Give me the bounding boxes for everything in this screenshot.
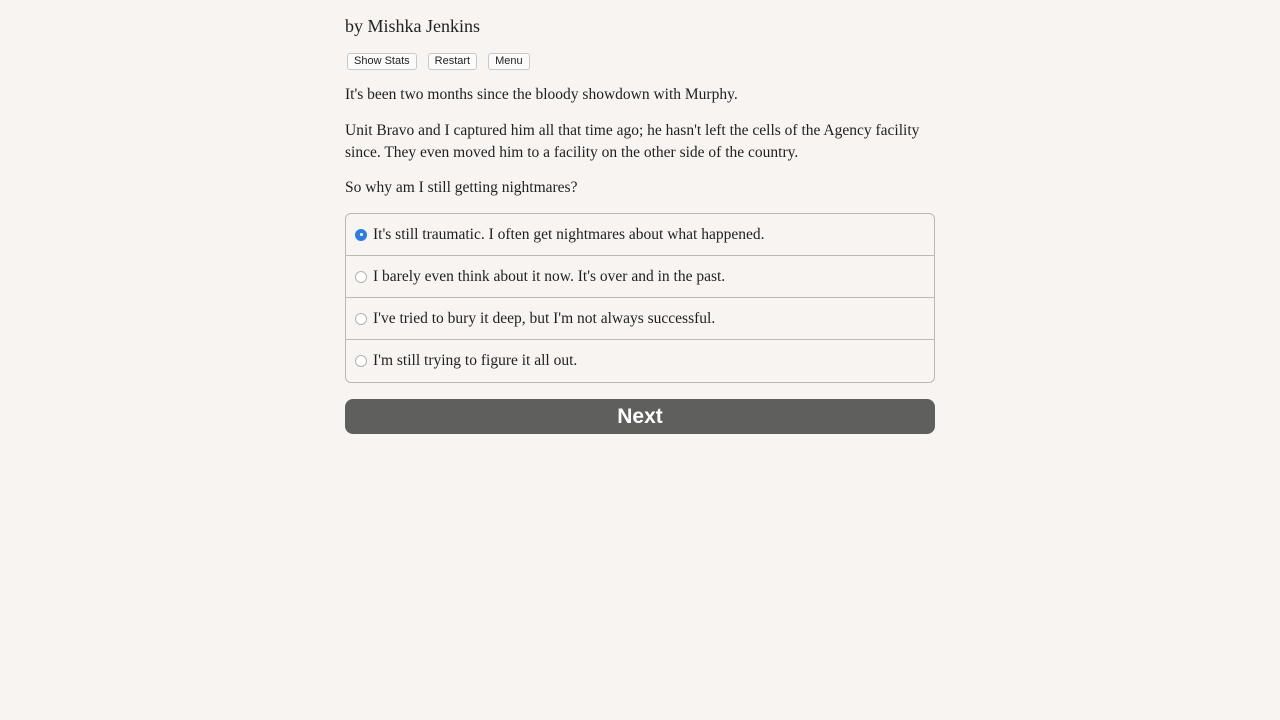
radio-unselected-icon[interactable]: [355, 313, 367, 325]
passage-paragraph: Unit Bravo and I captured him all that time ago; he hasn't left the cells of the Agency facility since. They even moved him to a facility on the other side of the country.: [345, 122, 920, 161]
choice-label: I barely even think about it now. It's over and in the past.: [373, 267, 726, 285]
radio-unselected-icon[interactable]: [355, 355, 367, 367]
story-author: by Mishka Jenkins: [345, 16, 480, 36]
show-stats-button[interactable]: Show Stats: [347, 53, 417, 70]
radio-unselected-icon[interactable]: [355, 271, 367, 283]
restart-button[interactable]: Restart: [428, 53, 477, 70]
choice-option-1[interactable]: [346, 214, 934, 256]
passage-paragraph: So why am I still getting nightmares?: [345, 179, 578, 196]
choice-label: I've tried to bury it deep, but I'm not always successful.: [373, 309, 716, 327]
choice-list: [345, 213, 935, 383]
radio-selected-icon[interactable]: [355, 229, 367, 241]
choice-option-2[interactable]: [346, 256, 934, 298]
story-title-clipped: [345, 0, 935, 6]
choice-option-4[interactable]: [346, 340, 934, 382]
menu-button[interactable]: Menu: [488, 53, 530, 70]
choice-option-3[interactable]: [346, 298, 934, 340]
choice-label: It's still traumatic. I often get nightmares about what happened.: [373, 225, 765, 243]
passage-paragraph: It's been two months since the bloody showdown with Murphy.: [345, 86, 738, 103]
toolbar: [347, 53, 530, 70]
next-button[interactable]: Next: [345, 399, 935, 434]
choice-label: I'm still trying to figure it all out.: [373, 352, 578, 369]
